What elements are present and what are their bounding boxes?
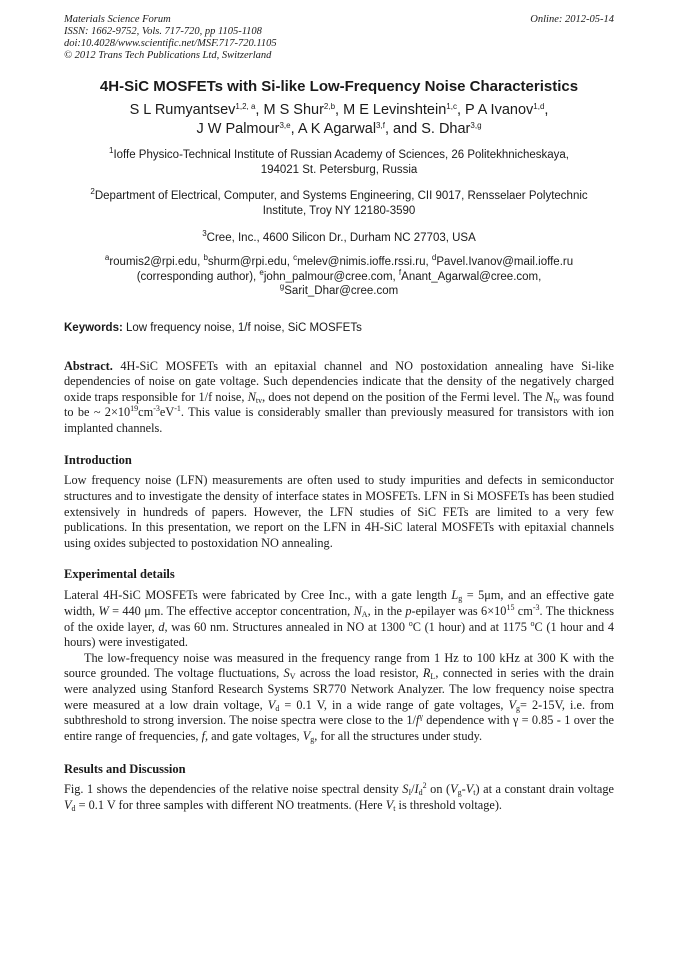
email-mark: b — [203, 253, 208, 262]
paragraph-text: = 440 μm. The effective acceptor concentration, — [108, 604, 354, 619]
issn-line: ISSN: 1662-9752, Vols. 717-720, pp 1105-1108 — [64, 26, 262, 37]
symbol: d — [158, 619, 165, 634]
author-name: , M S Shur — [255, 102, 324, 118]
paragraph-text: across the load resistor, — [295, 666, 423, 681]
symbol: V — [64, 797, 72, 812]
author-name: , M E Levinshtein — [335, 102, 447, 118]
abstract-text: , does not depend on the position of the Fermi level. The — [262, 389, 546, 404]
paragraph-text: = 0.1 V, in a wide range of gate voltages, — [279, 697, 509, 712]
abstract-text: was found to be ~ 2×10 — [64, 389, 614, 420]
exponent: 2 — [422, 781, 427, 791]
paragraph-text: Lateral 4H-SiC MOSFETs were fabricated by Cree Inc., with a gate length — [64, 588, 452, 603]
paragraph-text: - — [461, 782, 466, 797]
paragraph-text: ) at a constant drain voltage — [475, 782, 614, 797]
symbol: V — [385, 797, 394, 812]
symbol: V — [465, 782, 474, 797]
symbol: N — [353, 604, 362, 619]
degree-mark: o — [408, 618, 413, 628]
abstract — [64, 359, 614, 437]
paragraph-text: cm — [514, 604, 533, 619]
email-address: roumis2@rpi.edu, — [109, 256, 204, 268]
email-mark: e — [259, 267, 264, 277]
paragraph-text: . The thickness of the oxide layer, — [64, 604, 614, 634]
affiliation-number: 3 — [202, 229, 207, 238]
author-name: J W Palmour — [196, 121, 280, 137]
doi-line: doi:10.4028/www.scientific.net/MSF.717-720.1105 — [64, 38, 277, 49]
symbol: W — [98, 604, 109, 619]
symbol: f, — [201, 728, 209, 743]
paragraph-text: The low-frequency noise was measured in the frequency range from 1 Hz to 100 kHz at 300 K with the source grounded. The voltage fluctuations, — [64, 650, 614, 681]
author-affil-mark: 1,d — [533, 102, 545, 111]
online-date: Online: 2012-05-14 — [530, 14, 614, 25]
paragraph-text: / — [411, 782, 415, 797]
abstract-text: 4H-SiC MOSFETs with an epitaxial channel and NO postoxidation annealing have Si-like dependencies of noise on gate voltage. Such dependencies indicate that the density of the negatively charged oxide traps responsible for 1/f noise, — [64, 358, 614, 404]
corresponding-author-note: (corresponding author), — [136, 270, 260, 283]
author-affil-mark: 1,c — [446, 102, 457, 111]
symbol-subscript: L — [430, 672, 436, 682]
paragraph-text: , in the — [367, 604, 406, 619]
affiliation-text: Ioffe Physico-Technical Institute of Russian Academy of Sciences, 26 Politekhnicheskaya, — [113, 149, 569, 161]
copyright-line: © 2012 Trans Tech Publications Ltd, Switzerland — [64, 50, 272, 61]
symbol: V — [508, 697, 517, 712]
affiliation-text: Department of Electrical, Computer, and Systems Engineering, CII 9017, Rensselaer Polytechnic — [94, 190, 588, 202]
author-name: , and S. Dhar — [384, 121, 471, 137]
symbol-subscript: t — [393, 803, 396, 813]
symbol: I — [414, 782, 419, 797]
paper-title: 4H-SiC MOSFETs with Si-like Low-Frequency Noise Characteristics — [99, 78, 579, 95]
journal-header — [64, 14, 614, 62]
author-affil-mark: 3,g — [470, 121, 482, 130]
author-name: , P A Ivanov — [456, 102, 534, 118]
email-address: Anant_Agarwal@cree.com, — [401, 270, 542, 283]
symbol: f — [415, 713, 420, 728]
symbol: V — [267, 697, 276, 712]
paragraph-text: dependence with γ = 0.85 - 1 over the entire range of frequencies, — [64, 713, 614, 743]
symbol: N — [545, 389, 554, 404]
email-mark: f — [398, 267, 402, 277]
symbol-subscript: I — [408, 788, 412, 798]
symbol-subscript: d — [418, 788, 423, 798]
symbol: S — [402, 782, 409, 797]
paper-page — [64, 14, 614, 814]
email-address: Pavel.Ivanov@mail.ioffe.ru — [436, 256, 574, 268]
paragraph-text: = 0.1 V for three samples with different NO treatments. (Here — [75, 797, 386, 812]
email-address: Sarit_Dhar@cree.com — [284, 285, 399, 297]
keywords-text: Low frequency noise, 1/f noise, SiC MOSFETs — [122, 321, 362, 334]
affiliation-text: 194021 St. Petersburg, Russia — [260, 164, 418, 176]
symbol-subscript: V — [289, 672, 296, 682]
symbol-subscript: g — [457, 788, 462, 798]
symbol-subscript: g — [310, 734, 315, 744]
paragraph-text: is threshold voltage). — [395, 797, 503, 812]
symbol: V — [450, 782, 458, 797]
symbol-subscript: A — [361, 610, 368, 620]
affiliation-text: Institute, Troy NY 12180-3590 — [262, 205, 416, 217]
symbol: V — [302, 728, 311, 743]
experimental-paragraph-1 — [64, 588, 614, 650]
section-heading-experimental: Experimental details — [64, 567, 175, 582]
symbol-subscript: d — [275, 703, 280, 713]
affiliation-3 — [64, 231, 614, 246]
affiliation-number: 1 — [108, 146, 114, 155]
email-mark: c — [293, 253, 298, 262]
affiliation-number: 2 — [90, 187, 95, 196]
paragraph-text: = 2-15V, i.e. from subthreshold to strong inversion. The noise spectra were close to the 1/ — [64, 697, 615, 728]
symbol-subscript: t — [473, 788, 476, 798]
abstract-label: Abstract. — [64, 358, 113, 373]
paragraph-text: , was 60 nm. Structures annealed in NO at 1300 — [164, 619, 409, 634]
email-address: john_palmour@cree.com, — [263, 270, 399, 283]
section-heading-introduction: Introduction — [64, 453, 132, 468]
symbol-subscript: tv — [553, 395, 560, 405]
journal-name: Materials Science Forum — [64, 14, 171, 25]
email-mark: a — [104, 253, 110, 262]
paragraph-text: C (1 hour and 4 hours) were investigated. — [64, 619, 615, 650]
affiliation-text: Cree, Inc., 4600 Silicon Dr., Durham NC 27703, USA — [206, 232, 476, 244]
email-list — [64, 255, 614, 299]
email-address: melev@nimis.ioffe.rssi.ru, — [297, 256, 432, 268]
author-name: , A K Agarwal — [290, 121, 377, 137]
symbol: S — [283, 666, 290, 681]
keywords — [64, 321, 614, 336]
abstract-text: eV — [159, 405, 175, 420]
email-address: shurm@rpi.edu, — [207, 256, 294, 268]
introduction-paragraph: Low frequency noise (LFN) measurements are often used to study impurities and defects in semiconductor structures and to investigate the density of interface states in MOSFETs. LFN in Si MOSFETs has been studied extensively in hundreds of papers. However, the LFN studies of SiC FETs are limited to a very few publications. In this presentation, we report on the LFN in 4H-SiC lateral MOSFETs with epitaxial channels using oxides subjected to postoxidation NO annealing. — [64, 473, 614, 550]
author-separator: , — [544, 102, 549, 118]
abstract-text: . This value is considerably smaller than previously measured for transistors with ion implanted channels. — [64, 405, 614, 435]
email-mark: d — [431, 253, 437, 262]
affiliation-2 — [64, 189, 614, 219]
keywords-label: Keywords: — [64, 321, 123, 334]
exponent: 19 — [130, 404, 139, 414]
author-affil-mark: 3,f — [376, 121, 385, 130]
exponent: γ — [419, 712, 423, 722]
symbol: N — [247, 389, 256, 404]
paragraph-text: C (1 hour) and at 1175 — [412, 619, 531, 634]
section-heading-results: Results and Discussion — [64, 762, 186, 777]
symbol-subscript: tv — [255, 395, 263, 405]
experimental-paragraph-2 — [64, 651, 614, 745]
paragraph-text: = 5μm, and an effective gate width, — [64, 588, 614, 619]
exponent: 15 — [506, 603, 515, 613]
affiliation-1 — [64, 148, 614, 178]
author-list — [64, 101, 614, 139]
symbol: p — [405, 604, 412, 619]
abstract-text: cm — [138, 405, 154, 420]
exponent: -3 — [153, 404, 160, 414]
symbol-subscript: g — [458, 594, 463, 604]
paragraph-text: -epilayer was 6×10 — [411, 604, 507, 619]
results-paragraph — [64, 782, 614, 813]
exponent: -1 — [174, 404, 181, 414]
paragraph-text: Fig. 1 shows the dependencies of the relative noise spectral density — [64, 782, 403, 797]
degree-mark: o — [530, 618, 535, 628]
symbol-subscript: d — [71, 803, 76, 813]
symbol: R — [422, 666, 431, 681]
author-affil-mark: 2,b — [323, 102, 336, 111]
paragraph-text: and gate voltages, — [208, 728, 303, 743]
paragraph-text: , for all the structures under study. — [314, 728, 483, 743]
exponent: -3 — [532, 603, 540, 613]
symbol: L — [451, 588, 459, 603]
author-affil-mark: 3,e — [279, 121, 291, 130]
paragraph-text: , connected in series with the drain were analyzed using Stanford Research Systems SR770 Network Analyzer. The low frequency noise spectra were measured at a low drain voltage, — [64, 666, 614, 712]
author-name: S L Rumyantsev — [129, 102, 236, 118]
symbol-subscript: g — [516, 703, 521, 713]
author-affil-mark: 1,2, a — [235, 102, 256, 111]
email-mark: g — [279, 282, 285, 291]
paragraph-text: on ( — [426, 782, 451, 797]
